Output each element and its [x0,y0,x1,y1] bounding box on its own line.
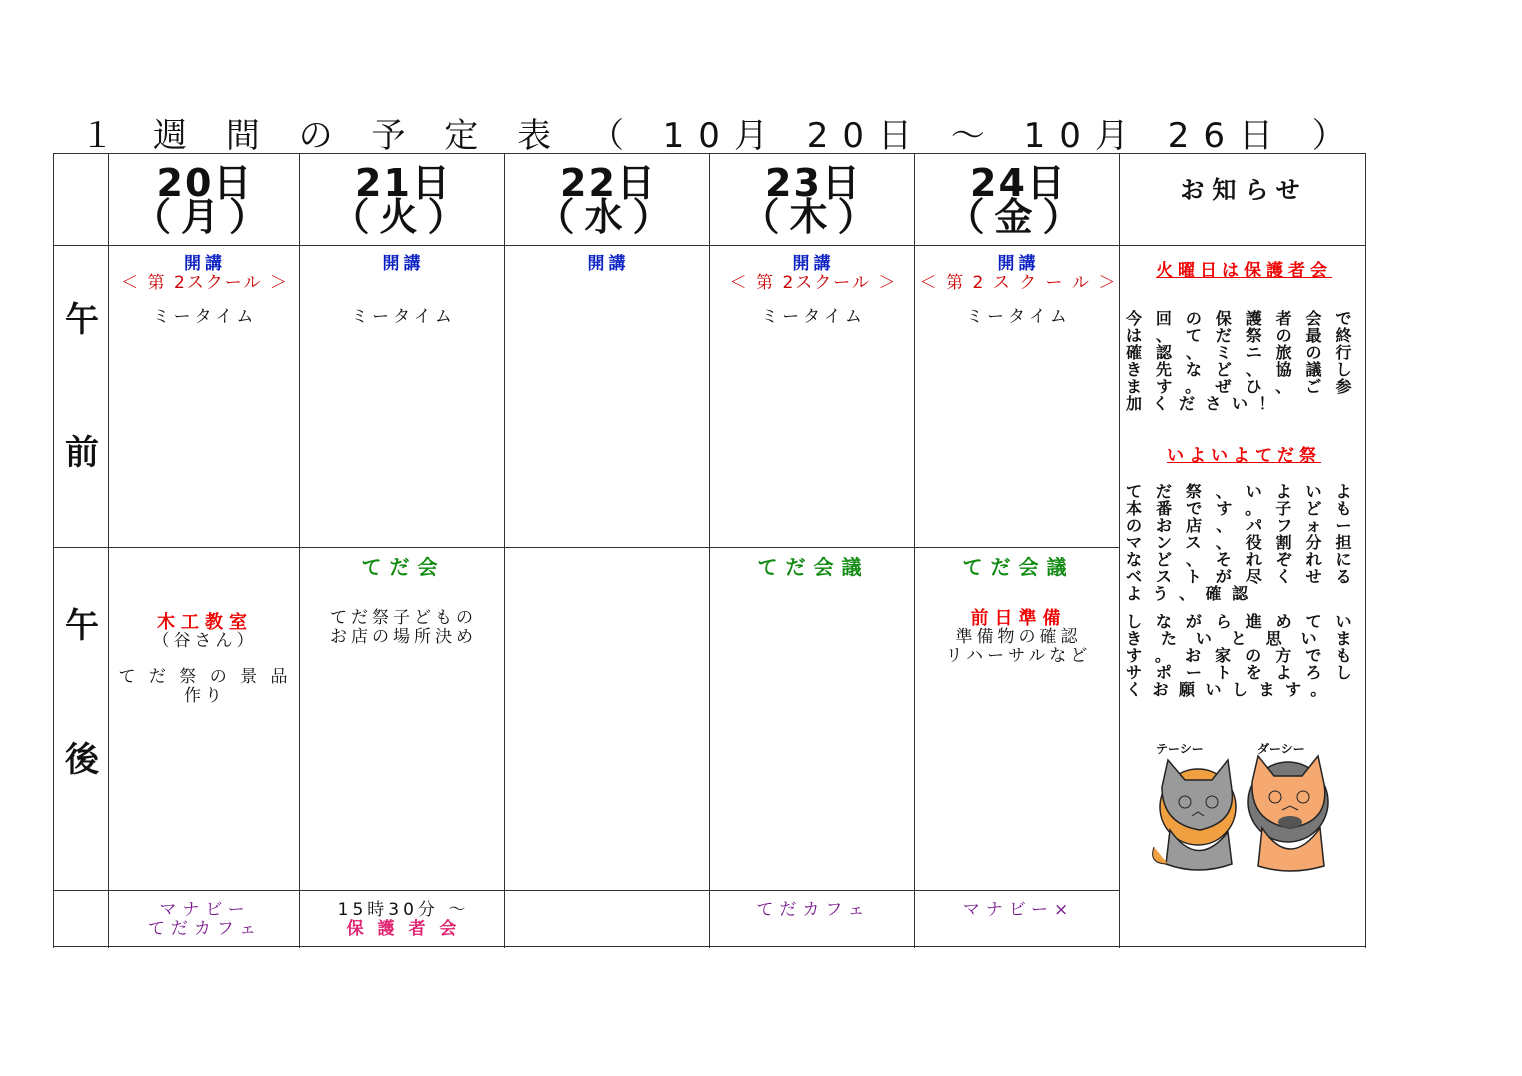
day-header-24 [916,161,1121,239]
day-weekday: （木） [741,195,886,239]
afternoon-cell-20 [110,613,300,706]
day-weekday: （金） [946,195,1091,239]
morning-cell-24 [916,255,1121,327]
day-header-20 [110,161,300,239]
note-line-2: お店の場所決め [330,627,477,647]
activity-label: ミータイム [966,307,1071,327]
event-label: 木工教室 [157,612,253,633]
day-weekday: （月） [132,195,277,239]
notice-body-1: 今回の保護者会では、てだ祭の最終確認、ミニ旅の行き先など、協議します。ぜひ、ご参加ください！ [1126,309,1362,413]
evening-cell-20 [110,901,300,939]
day-date: 20日 [156,161,254,205]
orange-cat-icon [1248,756,1328,871]
note-line-2: 作り [184,686,226,706]
row-label-afternoon-2: 後 [65,740,99,780]
evening-line-1: マナビー× [962,900,1075,920]
open-label: 開講 [184,254,226,274]
open-label: 開講 [997,254,1040,274]
activity-label: ミータイム [351,307,456,327]
school-label: ＜ 第 2スクール ＞ [121,273,289,293]
morning-cell-22 [506,255,711,274]
school-label: ＜ 第 2 ス ク ー ル ＞ [919,273,1118,293]
note-line-1: てだ祭子どもの [330,608,477,628]
evening-line-2: てだカフェ [147,919,263,939]
notice-title-1 [1122,256,1366,281]
day-header-21 [301,161,506,239]
notice-title-2 [1122,441,1366,466]
activity-label: ミータイム [761,307,866,327]
row-label-afternoon-1: 午 [65,606,99,646]
afternoon-cell-21 [301,555,506,647]
notice-body-2a: てだ祭、いよいよ本番です。子どものお店、パフォーマンス、役割分担など、それぞれにベストが尽くせるよう、確認 [1126,482,1362,603]
day-header-22 [506,161,711,239]
evening-cell-24 [916,901,1121,920]
evening-line-1: てだカフェ [756,900,871,920]
row-label-morning-1: 午 [65,300,99,340]
evening-cell-23 [711,901,916,920]
morning-cell-21 [301,255,506,327]
who-label: （谷さん） [152,631,258,651]
evening-cell-21 [301,901,506,939]
meeting-label: てだ会議 [962,555,1075,579]
page-title: １ 週 間 の 予 定 表 （ 10月 20日 ～ 10月 26日 ） [80,116,1360,156]
gray-cat-icon [1153,760,1236,870]
school-label: ＜ 第 2スクール ＞ [729,273,898,293]
open-label: 開講 [587,254,630,274]
evening-line-2: 保 護 者 会 [346,919,461,939]
day-header-23 [711,161,916,239]
notice-title-text: 火曜日は保護者会 [1156,261,1332,281]
notice-title-text: いよいよてだ祭 [1167,446,1321,466]
meeting-label: てだ会議 [757,555,870,579]
evening-line-1: 15時30分 ～ [337,900,470,920]
note-line-1: て だ 祭 の 景 品 [118,667,292,687]
open-label: 開講 [792,254,835,274]
morning-cell-23 [711,255,916,327]
day-weekday: （水） [536,195,681,239]
notice-header: お知らせ [1180,176,1308,204]
notice-body-2b: しながら進めていきたいと思います。お家の方でもサポートをよろしくお願いします。 [1126,612,1362,699]
day-date: 21日 [355,161,452,205]
morning-cell-20 [110,255,300,327]
open-label: 開講 [382,254,425,274]
character-label-teeshi: テーシー [1156,742,1204,756]
meeting-label: てだ会 [361,555,446,579]
day-date: 22日 [560,161,657,205]
row-label-morning-2: 前 [65,433,99,473]
event-label: 前日準備 [970,608,1067,629]
day-weekday: （火） [331,195,476,239]
day-date: 23日 [765,161,862,205]
character-label-daashi: ダーシー [1257,742,1305,756]
activity-label: ミータイム [152,307,258,327]
day-date: 24日 [970,161,1067,205]
note-line-2: リハーサルなど [945,646,1092,666]
evening-line-1: マナビー [159,900,251,920]
mascot-illustration [1140,752,1340,877]
afternoon-cell-24 [916,555,1121,666]
note-line-1: 準備物の確認 [955,627,1082,647]
afternoon-cell-23 [711,555,916,579]
